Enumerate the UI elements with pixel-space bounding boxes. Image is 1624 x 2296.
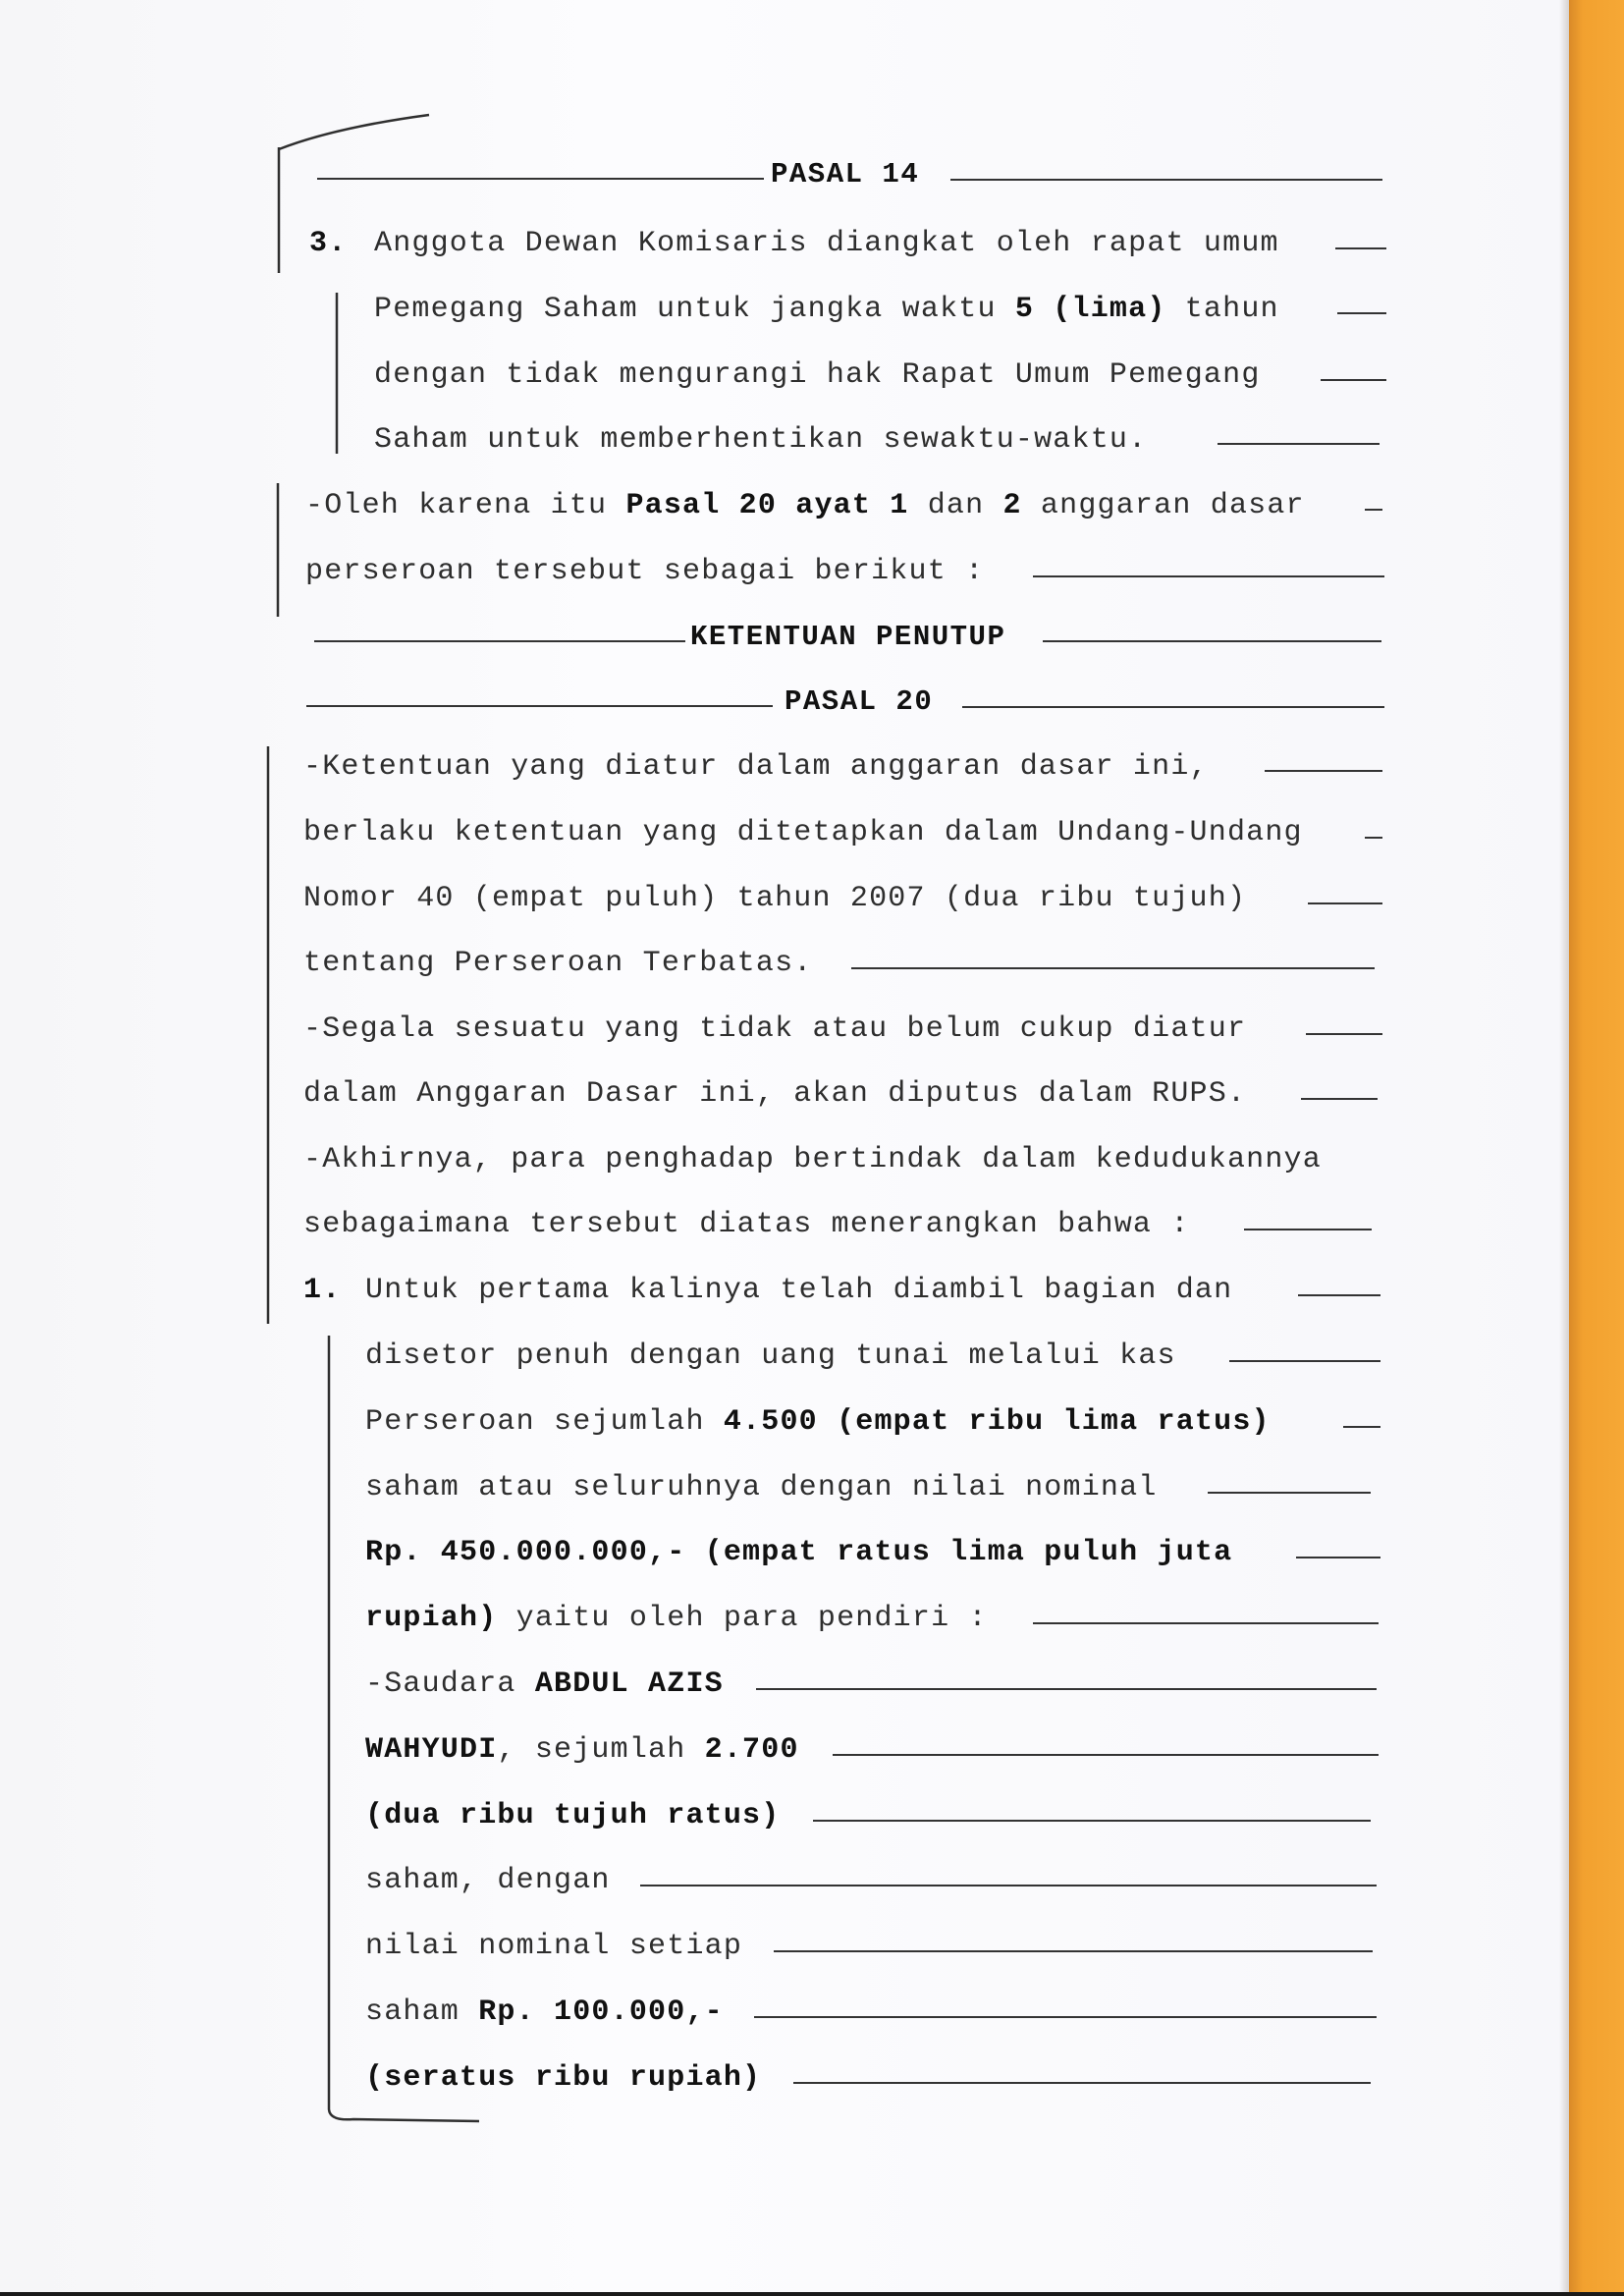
- pasal20-line8: sebagaimana tersebut diatas menerangkan bahwa :: [303, 1208, 1190, 1241]
- fill-rule: [1301, 1098, 1378, 1100]
- item1-line3: Perseroan sejumlah 4.500 (empat ribu lima ratus): [365, 1405, 1271, 1439]
- fill-rule: [1218, 443, 1380, 445]
- item1-line10: saham, dengan: [365, 1864, 611, 1897]
- fill-rule: [1308, 902, 1382, 904]
- fill-rule: [1229, 1360, 1380, 1362]
- item1-line1: Untuk pertama kalinya telah diambil bagian dan: [365, 1274, 1233, 1307]
- item1-line8: WAHYUDI, sejumlah 2.700: [365, 1733, 799, 1767]
- fill-rule: [774, 1950, 1373, 1952]
- fill-rule: [793, 2082, 1371, 2084]
- heading-rule-right: [950, 179, 1382, 181]
- item3-line1: Anggota Dewan Komisaris diangkat oleh rapat umum: [374, 227, 1279, 260]
- pasal20-line7: -Akhirnya, para penghadap bertindak dalam kedudukannya: [303, 1143, 1322, 1176]
- heading-rule-left: [314, 640, 685, 642]
- fill-rule: [756, 1688, 1377, 1690]
- item3-line4: Saham untuk memberhentikan sewaktu-waktu.: [374, 423, 1148, 457]
- ketentuan-penutup-heading: KETENTUAN PENUTUP: [690, 621, 1006, 653]
- fill-rule: [1335, 247, 1386, 249]
- fill-rule: [640, 1885, 1377, 1886]
- item3-line3: dengan tidak mengurangi hak Rapat Umum Pemegang: [374, 358, 1261, 392]
- oleh-line2: perseroan tersebut sebagai berikut :: [305, 555, 985, 588]
- fill-rule: [754, 2016, 1377, 2018]
- fill-rule: [1365, 509, 1382, 511]
- item1-line12: saham Rp. 100.000,-: [365, 1995, 724, 2029]
- fill-rule: [1321, 379, 1386, 381]
- fill-rule: [1296, 1557, 1380, 1558]
- pasal20-line1: -Ketentuan yang diatur dalam anggaran dasar ini,: [303, 750, 1209, 784]
- item1-line7: -Saudara ABDUL AZIS: [365, 1667, 724, 1701]
- fill-rule: [851, 967, 1375, 969]
- heading-rule-left: [317, 178, 764, 180]
- fill-rule: [1033, 575, 1384, 577]
- pasal20-heading: PASAL 20: [785, 685, 934, 718]
- item1-number: 1.: [303, 1274, 342, 1307]
- pasal20-line4: tentang Perseroan Terbatas.: [303, 947, 813, 980]
- pasal20-line3: Nomor 40 (empat puluh) tahun 2007 (dua ribu tujuh): [303, 882, 1247, 915]
- pasal20-line2: berlaku ketentuan yang ditetapkan dalam Undang-Undang: [303, 816, 1303, 849]
- fill-rule: [1244, 1229, 1372, 1230]
- oleh-line1: -Oleh karena itu Pasal 20 ayat 1 dan 2 anggaran dasar: [305, 489, 1305, 522]
- fill-rule: [1033, 1622, 1379, 1624]
- pasal20-line5: -Segala sesuatu yang tidak atau belum cukup diatur: [303, 1012, 1247, 1046]
- heading-rule-right: [1043, 640, 1381, 642]
- fill-rule: [833, 1754, 1379, 1756]
- item3-line2: Pemegang Saham untuk jangka waktu 5 (lima) tahun: [374, 293, 1279, 326]
- pasal20-line6: dalam Anggaran Dasar ini, akan diputus dalam RUPS.: [303, 1077, 1247, 1111]
- fill-rule: [813, 1820, 1371, 1822]
- fill-rule: [1365, 837, 1382, 839]
- fill-rule: [1265, 770, 1382, 772]
- item3-number: 3.: [309, 227, 348, 260]
- fill-rule: [1306, 1033, 1382, 1035]
- item1-line9: (dua ribu tujuh ratus): [365, 1799, 781, 1832]
- fill-rule: [1337, 312, 1386, 314]
- item1-line13: (seratus ribu rupiah): [365, 2061, 762, 2095]
- heading-rule-right: [962, 706, 1384, 708]
- heading-rule-left: [306, 705, 773, 707]
- item1-line6: rupiah) yaitu oleh para pendiri :: [365, 1602, 988, 1635]
- item1-line5: Rp. 450.000.000,- (empat ratus lima puluh juta: [365, 1536, 1233, 1569]
- fill-rule: [1343, 1426, 1380, 1428]
- item1-line4: saham atau seluruhnya dengan nilai nominal: [365, 1471, 1158, 1504]
- pasal14-heading: PASAL 14: [771, 158, 920, 191]
- fill-rule: [1298, 1294, 1380, 1296]
- fill-rule: [1208, 1492, 1371, 1494]
- item1-line2: disetor penuh dengan uang tunai melalui kas: [365, 1339, 1176, 1373]
- item1-line11: nilai nominal setiap: [365, 1930, 743, 1963]
